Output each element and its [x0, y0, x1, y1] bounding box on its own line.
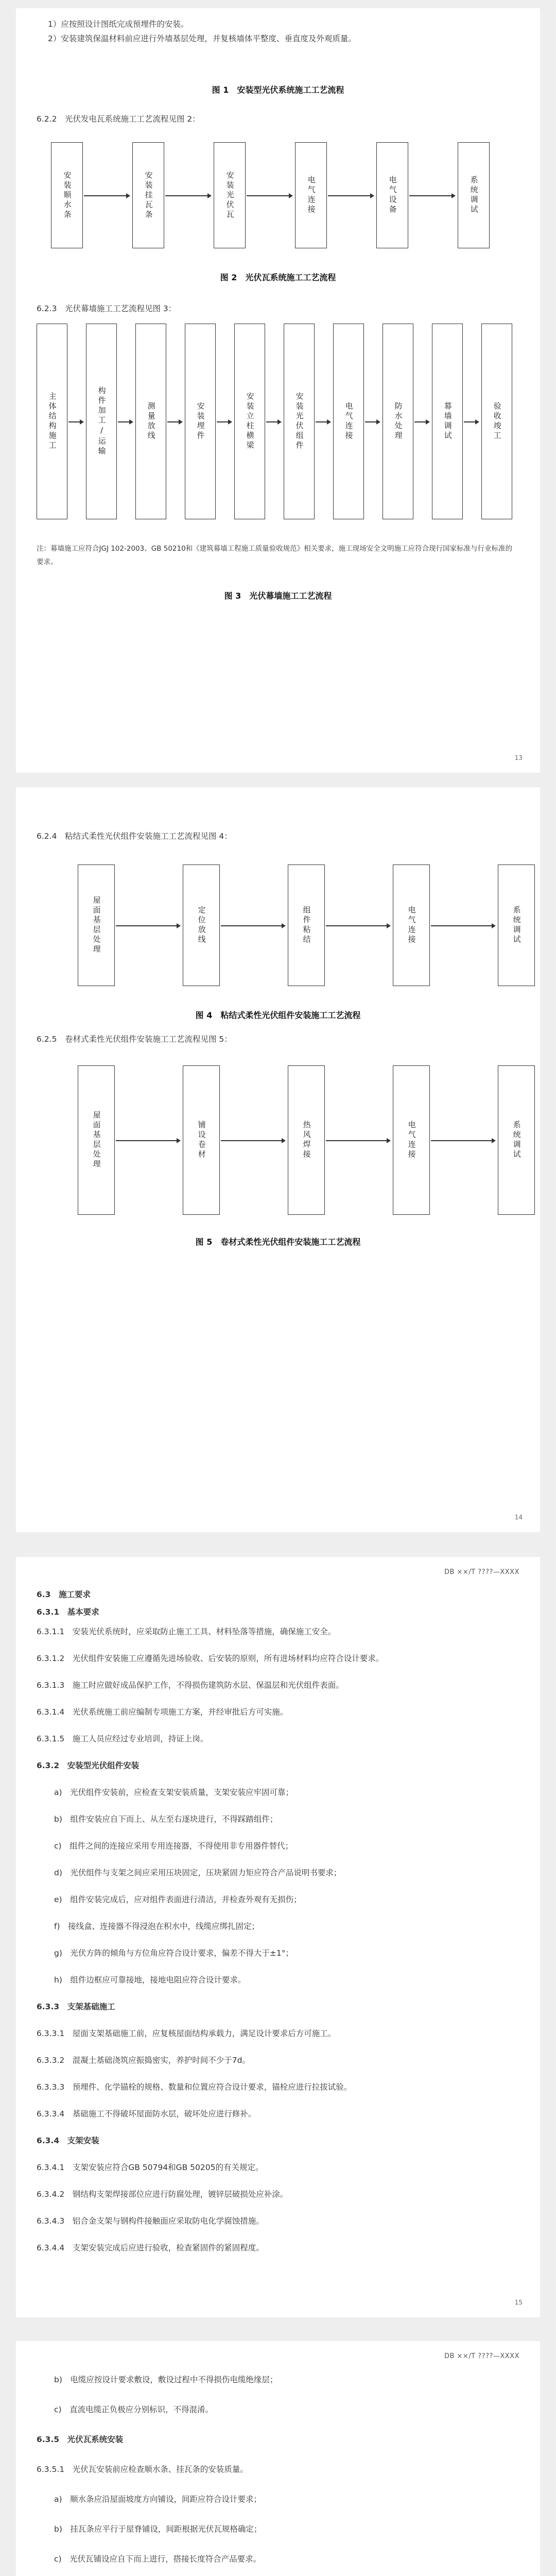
- paragraph: 6.3.1.5 施工人员应经过专业培训，持证上岗。: [37, 1734, 208, 1743]
- flow-step-label: 主体结构施工: [47, 392, 57, 451]
- flow-step: [183, 1065, 220, 1215]
- paragraph: 6.3.5.1 光伏瓦安装前应检查顺水条、挂瓦条的安装质量。: [37, 2465, 248, 2474]
- figure-caption: 图 3 光伏幕墙施工工艺流程: [224, 591, 332, 601]
- flow-step-label: 防水处理: [393, 402, 403, 441]
- flow-step-label: 验收竣工: [492, 402, 502, 441]
- flow-step-label: 电气连接: [407, 1121, 416, 1160]
- list-item: c) 光伏瓦铺设应自下而上进行，搭接长度符合产品要求。: [54, 2554, 262, 2564]
- section-heading: 6.2.2 光伏发电瓦系统施工工艺流程见图 2：: [37, 114, 200, 124]
- paragraph: 6.3.4.4 支架安装完成后应进行验收，检查紧固件的紧固程度。: [37, 2243, 264, 2252]
- flow-arrow: [316, 421, 330, 422]
- flow-step-label: 系统调试: [469, 176, 479, 215]
- flow-step-label: 安装顺水条: [62, 171, 72, 220]
- flow-arrow: [328, 195, 373, 196]
- paragraph: 6.3.4.3 铝合金支架与钢构件接触面应采取防电化学腐蚀措施。: [37, 2216, 264, 2226]
- section-heading: 6.2.4 粘结式柔性光伏组件安装施工工艺流程见图 4：: [37, 832, 232, 841]
- paragraph: 6.3.3.2 混凝土基础浇筑应振捣密实，养护时间不少于7d。: [37, 2056, 250, 2065]
- paragraph: 6.3.1.3 施工时应做好成品保护工作，不得损伤建筑防水层、保温层和光伏组件表面。: [37, 1681, 344, 1690]
- section-heading: 6.3.5 光伏瓦系统安装: [37, 2435, 124, 2444]
- list-item: g) 光伏方阵的倾角与方位角应符合设计要求，偏差不得大于±1°；: [54, 1948, 293, 1958]
- flow-arrow: [167, 421, 182, 422]
- flow-step: [183, 865, 220, 986]
- flow-step: [37, 324, 67, 519]
- list-item: f) 接线盒、连接器不得浸泡在积水中，线缆应绑扎固定；: [54, 1922, 260, 1931]
- paragraph: 6.3.1.4 光伏系统施工前应编制专项施工方案，并经审批后方可实施。: [37, 1707, 288, 1717]
- flow-arrow: [217, 421, 231, 422]
- flow-step-label: 安装光伏组件: [294, 392, 304, 451]
- list-item: c) 直流电缆正负极应分别标识，不得混淆。: [54, 2405, 214, 2414]
- flow-step: [393, 1065, 430, 1215]
- paragraph: 6.3.4.2 钢结构支架焊接部位应进行防腐处理，镀锌层破损处应补涂。: [37, 2190, 288, 2199]
- figure-caption: 图 1 安装型光伏系统施工工艺流程: [212, 85, 344, 95]
- flow-step: [132, 142, 164, 248]
- doc-code-header: DB ××/T ????—XXXX: [444, 2352, 519, 2360]
- flow-step: [458, 142, 490, 248]
- flow-step: [234, 324, 265, 519]
- document-page-16: [16, 2341, 540, 2576]
- flow-step-label: 电气设备: [388, 176, 397, 215]
- flow-arrow: [118, 421, 132, 422]
- flow-step: [481, 324, 512, 519]
- flow-arrow: [116, 1140, 180, 1141]
- flow-arrow: [431, 925, 495, 926]
- flow-step-label: 定位放线: [197, 906, 206, 945]
- document-page-14: [16, 787, 540, 1532]
- flow-arrow: [326, 925, 390, 926]
- flow-step: [135, 324, 166, 519]
- flow-step-label: 安装挂瓦条: [144, 171, 153, 220]
- figure-caption: 图 2 光伏瓦系统施工工艺流程: [220, 273, 336, 282]
- flow-arrow: [266, 421, 281, 422]
- flow-step: [51, 142, 83, 248]
- flow-step: [383, 324, 413, 519]
- flow-step-label: 构件加工/运输: [97, 386, 107, 456]
- flow-arrow: [414, 421, 429, 422]
- flow-step: [376, 142, 408, 248]
- paragraph: 6.3.4.1 支架安装应符合GB 50794和GB 50205的有关规定。: [37, 2163, 264, 2172]
- list-item: b) 组件安装应自下而上、从左至右逐块进行，不得踩踏组件；: [54, 1815, 278, 1824]
- flow-step: [498, 1065, 535, 1215]
- chapter-heading: 6.3 施工要求: [37, 1590, 91, 1599]
- section-heading: 6.2.5 卷材式柔性光伏组件安装施工工艺流程见图 5：: [37, 1035, 232, 1044]
- flow-step: [78, 1065, 115, 1215]
- list-item: c) 组件之间的连接应采用专用连接器，不得使用非专用器件替代；: [54, 1841, 293, 1851]
- flow-arrow: [84, 195, 129, 196]
- section-heading: 6.3.4 支架安装: [37, 2136, 99, 2145]
- flow-step-label: 电气连接: [306, 176, 316, 215]
- flow-step: [185, 324, 216, 519]
- flow-step: [214, 142, 246, 248]
- list-item: b) 挂瓦条应平行于屋脊铺设，间距根据光伏瓦规格确定；: [54, 2524, 262, 2534]
- flow-step-label: 电气连接: [344, 402, 354, 441]
- list-item: h) 组件边框应可靠接地，接地电阻应符合设计要求。: [54, 1975, 246, 1985]
- flow-arrow: [464, 421, 478, 422]
- paragraph: 6.3.3.1 屋面支架基础施工前，应复核屋面结构承载力，满足设计要求后方可施工。: [37, 2029, 336, 2038]
- flow-step-label: 热风焊接: [302, 1121, 311, 1160]
- paragraph: 6.3.3.3 预埋件、化学锚栓的规格、数量和位置应符合设计要求，锚栓应进行拉拔试验。: [37, 2082, 352, 2092]
- list-item: a) 光伏组件安装前，应检查支架安装质量，支架安装应牢固可靠；: [54, 1788, 294, 1797]
- list-item: b) 电缆应按设计要求敷设，敷设过程中不得损伤电缆绝缘层；: [54, 2375, 278, 2384]
- flow-step-label: 屋面基层处理: [92, 1111, 101, 1170]
- flow-step-label: 安装光伏瓦: [225, 171, 235, 220]
- flow-arrow: [247, 195, 292, 196]
- flow-step-label: 系统调试: [512, 906, 522, 945]
- list-item: a) 顺水条应沿屋面坡度方向铺设，间距应符合设计要求；: [54, 2495, 262, 2504]
- flow-step: [86, 324, 117, 519]
- list-item: d) 光伏组件与支架之间应采用压块固定，压块紧固力矩应符合产品说明书要求；: [54, 1868, 342, 1877]
- flow-step-label: 幕墙调试: [443, 402, 453, 441]
- document-page-13: [16, 8, 540, 773]
- flow-step-label: 组件粘结: [302, 906, 311, 945]
- paragraph: 6.3.1.2 光伏组件安装施工应遵循先进场验收、后安装的原则，所有进场材料均应符合设计要求。: [37, 1654, 384, 1663]
- flow-arrow: [365, 421, 379, 422]
- flow-arrow: [68, 421, 83, 422]
- flow-step: [498, 865, 535, 986]
- section-heading: 6.2.3 光伏幕墙施工工艺流程见图 3：: [37, 304, 177, 313]
- flow-step: [78, 865, 115, 986]
- paragraph: 6.3.3.4 基础施工不得破坏屋面防水层，破坏处应进行修补。: [37, 2109, 256, 2119]
- flow-arrow: [431, 1140, 495, 1141]
- flow-step-label: 电气连接: [407, 906, 416, 945]
- page-number: 15: [514, 2299, 523, 2306]
- flow-arrow: [409, 195, 455, 196]
- flow-step: [295, 142, 327, 248]
- page-number: 13: [514, 754, 523, 761]
- flow-arrow: [165, 195, 211, 196]
- flow-step: [432, 324, 463, 519]
- flow-arrow: [221, 925, 285, 926]
- paragraph: 1）应按照设计图纸完成预埋件的安装。: [48, 20, 189, 29]
- figure-caption: 图 5 卷材式柔性光伏组件安装施工工艺流程: [195, 1237, 361, 1247]
- doc-code-header: DB ××/T ????—XXXX: [444, 1568, 519, 1576]
- flow-step-label: 屋面基层处理: [92, 896, 101, 955]
- flow-step-label: 安装埋件: [196, 402, 205, 441]
- flow-step-label: 铺设卷材: [197, 1121, 206, 1160]
- flow-step: [393, 865, 430, 986]
- figure-note: 注：幕墙施工应符合JGJ 102-2003、GB 50210和《建筑幕墙工程施工质量验收规范》相关要求，施工现场安全文明施工应符合现行国家标准与行业标准的要求。: [37, 545, 513, 566]
- section-heading: 6.3.2 安装型光伏组件安装: [37, 1761, 140, 1770]
- flow-step: [284, 324, 315, 519]
- document-page-15: [16, 1557, 540, 2317]
- list-item: e) 组件安装完成后，应对组件表面进行清洁，并检查外观有无损伤；: [54, 1895, 302, 1904]
- flow-arrow: [221, 1140, 285, 1141]
- flow-step-label: 安装立柱横梁: [245, 392, 255, 451]
- flow-step: [288, 1065, 325, 1215]
- section-heading: 6.3.1 基本要求: [37, 1607, 99, 1617]
- section-heading: 6.3.3 支架基础施工: [37, 2002, 115, 2011]
- flow-step-label: 系统调试: [512, 1121, 522, 1160]
- flow-arrow: [326, 1140, 390, 1141]
- flow-step: [333, 324, 364, 519]
- figure-caption: 图 4 粘结式柔性光伏组件安装施工工艺流程: [195, 1010, 361, 1020]
- paragraph: 2）安装建筑保温材料前应进行外墙基层处理，并复核墙体平整度、垂直度及外观质量。: [48, 34, 356, 43]
- paragraph: 6.3.1.1 安装光伏系统时，应采取防止施工工具、材料坠落等措施，确保施工安全。: [37, 1627, 336, 1636]
- flow-step-label: 测量放线: [146, 402, 156, 441]
- page-number: 14: [514, 1514, 523, 1521]
- flow-step: [288, 865, 325, 986]
- flow-arrow: [116, 925, 180, 926]
